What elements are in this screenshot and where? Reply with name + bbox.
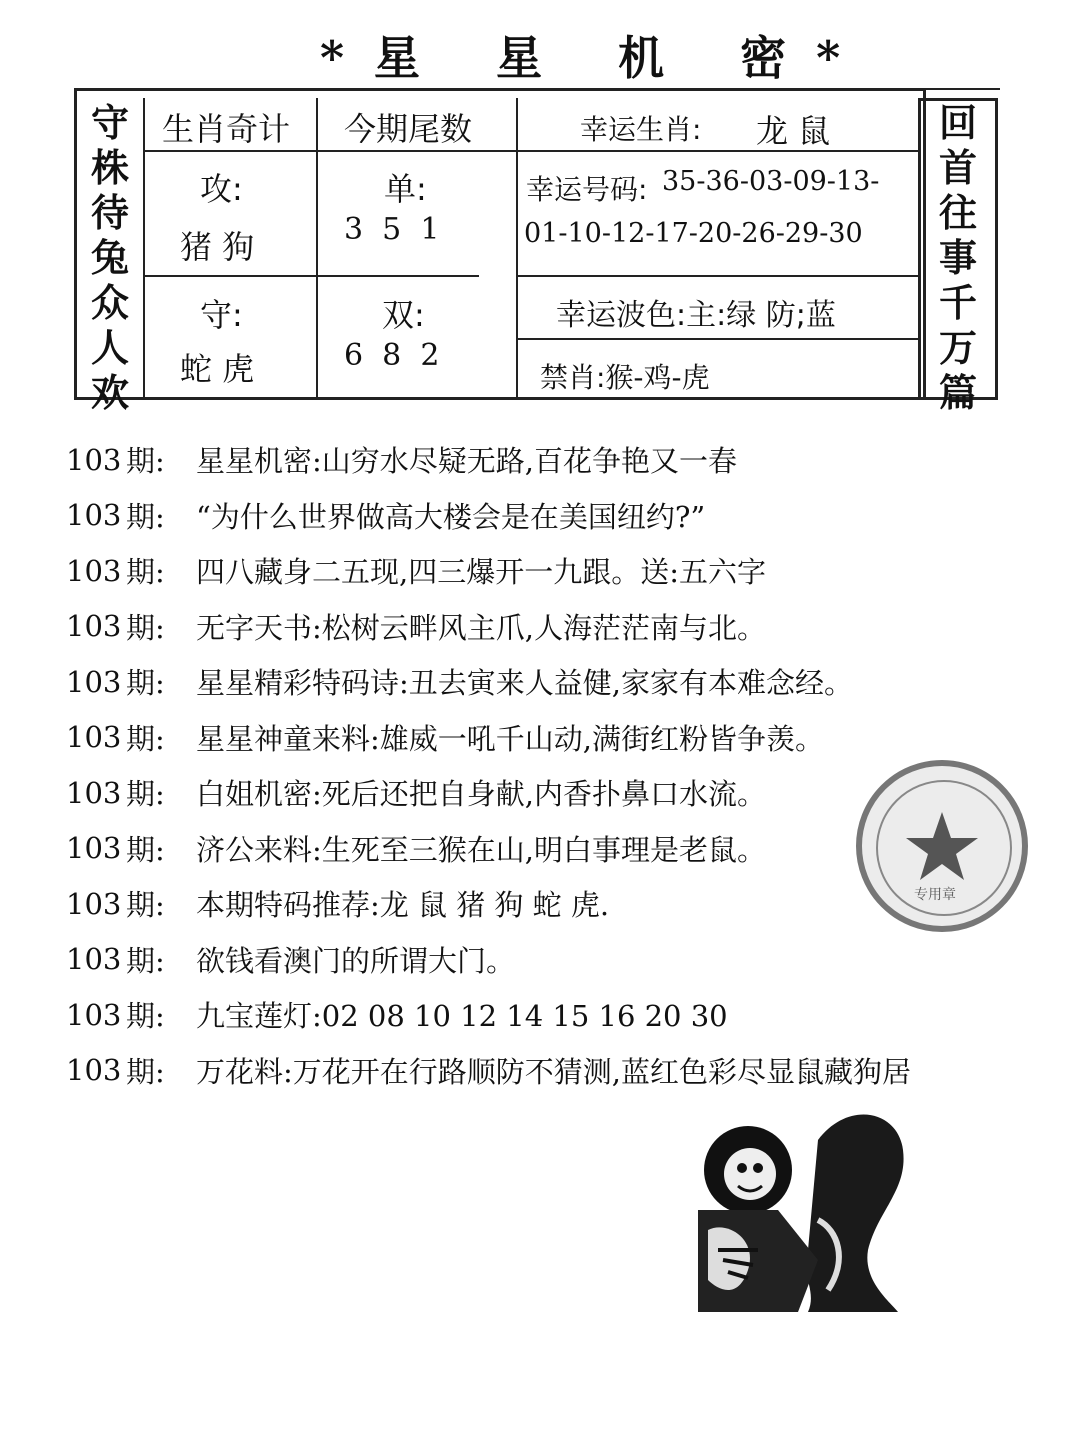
list-item: 103 期: 万花料:万花开在行路顺防不猜测,蓝红色彩尽显鼠藏狗居: [66, 1053, 911, 1089]
divider: [516, 98, 518, 400]
attack-value: 猪 狗: [180, 228, 255, 266]
lucky-zodiac-value: 龙 鼠: [756, 112, 831, 150]
double-label: 双:: [382, 296, 425, 334]
list-item: 103 期: “为什么世界做高大楼会是在美国纽约?”: [66, 498, 706, 534]
single-value: 3 5 1: [344, 212, 440, 247]
double-value: 6 8 2: [344, 338, 440, 373]
single-label: 单:: [384, 170, 427, 208]
divider: [316, 98, 318, 400]
list-item: 103 期: 济公来料:生死至三猴在山,明白事理是老鼠。: [66, 831, 766, 867]
divider: [516, 275, 918, 277]
monkey-illustration-icon: [698, 1100, 918, 1312]
list-item: 103 期: 星星机密:山穷水尽疑无路,百花争艳又一春: [66, 442, 737, 479]
lucky-numbers-label: 幸运号码:: [526, 173, 648, 206]
divider: [516, 338, 918, 340]
lucky-numbers-line2: 01-10-12-17-20-26-29-30: [524, 218, 863, 249]
seal-stamp: [856, 760, 1028, 932]
seal-text: 专用章: [914, 887, 956, 903]
tail-numbers-header: 今期尾数: [344, 110, 473, 148]
list-item: 103 期: 欲钱看澳门的所谓大门。: [66, 942, 516, 978]
attack-label: 攻:: [200, 170, 243, 208]
list-item: 103 期: 白姐机密:死后还把自身献,内香扑鼻口水流。: [66, 775, 766, 812]
zodiac-plan-header: 生肖奇计: [162, 110, 291, 148]
list-item: 103 期: 星星精彩特码诗:丑去寅来人益健,家家有本难念经。: [66, 664, 853, 701]
banned-zodiac: 禁肖:猴-鸡-虎: [540, 361, 710, 394]
divider: [143, 98, 145, 400]
list-item: 103 期: 星星神童来料:雄威一吼千山动,满街红粉皆争羡。: [66, 720, 824, 756]
divider: [143, 275, 479, 277]
defend-label: 守:: [200, 296, 243, 334]
list-item: 103 期: 无字天书:松树云畔风主爪,人海茫茫南与北。: [66, 609, 766, 645]
list-item: 103 期: 四八藏身二五现,四三爆开一九跟。送:五六字: [66, 553, 766, 590]
left-vertical-text: 守 株 待 兔 众 人 欢: [90, 100, 129, 415]
defend-value: 蛇 虎: [180, 350, 255, 388]
lucky-numbers-line1: 35-36-03-09-13-: [662, 166, 880, 197]
right-vertical-text: 回 首 往 事 千 万 篇: [938, 100, 977, 415]
list-item: 103 期: 九宝莲灯:02 08 10 12 14 15 16 20 30: [66, 997, 728, 1034]
lucky-zodiac-label: 幸运生肖:: [580, 113, 702, 146]
list-item: 103 期: 本期特码推荐:龙 鼠 猪 狗 蛇 虎.: [66, 886, 610, 923]
lucky-wave-color: 幸运波色:主:绿 防;蓝: [556, 298, 836, 333]
